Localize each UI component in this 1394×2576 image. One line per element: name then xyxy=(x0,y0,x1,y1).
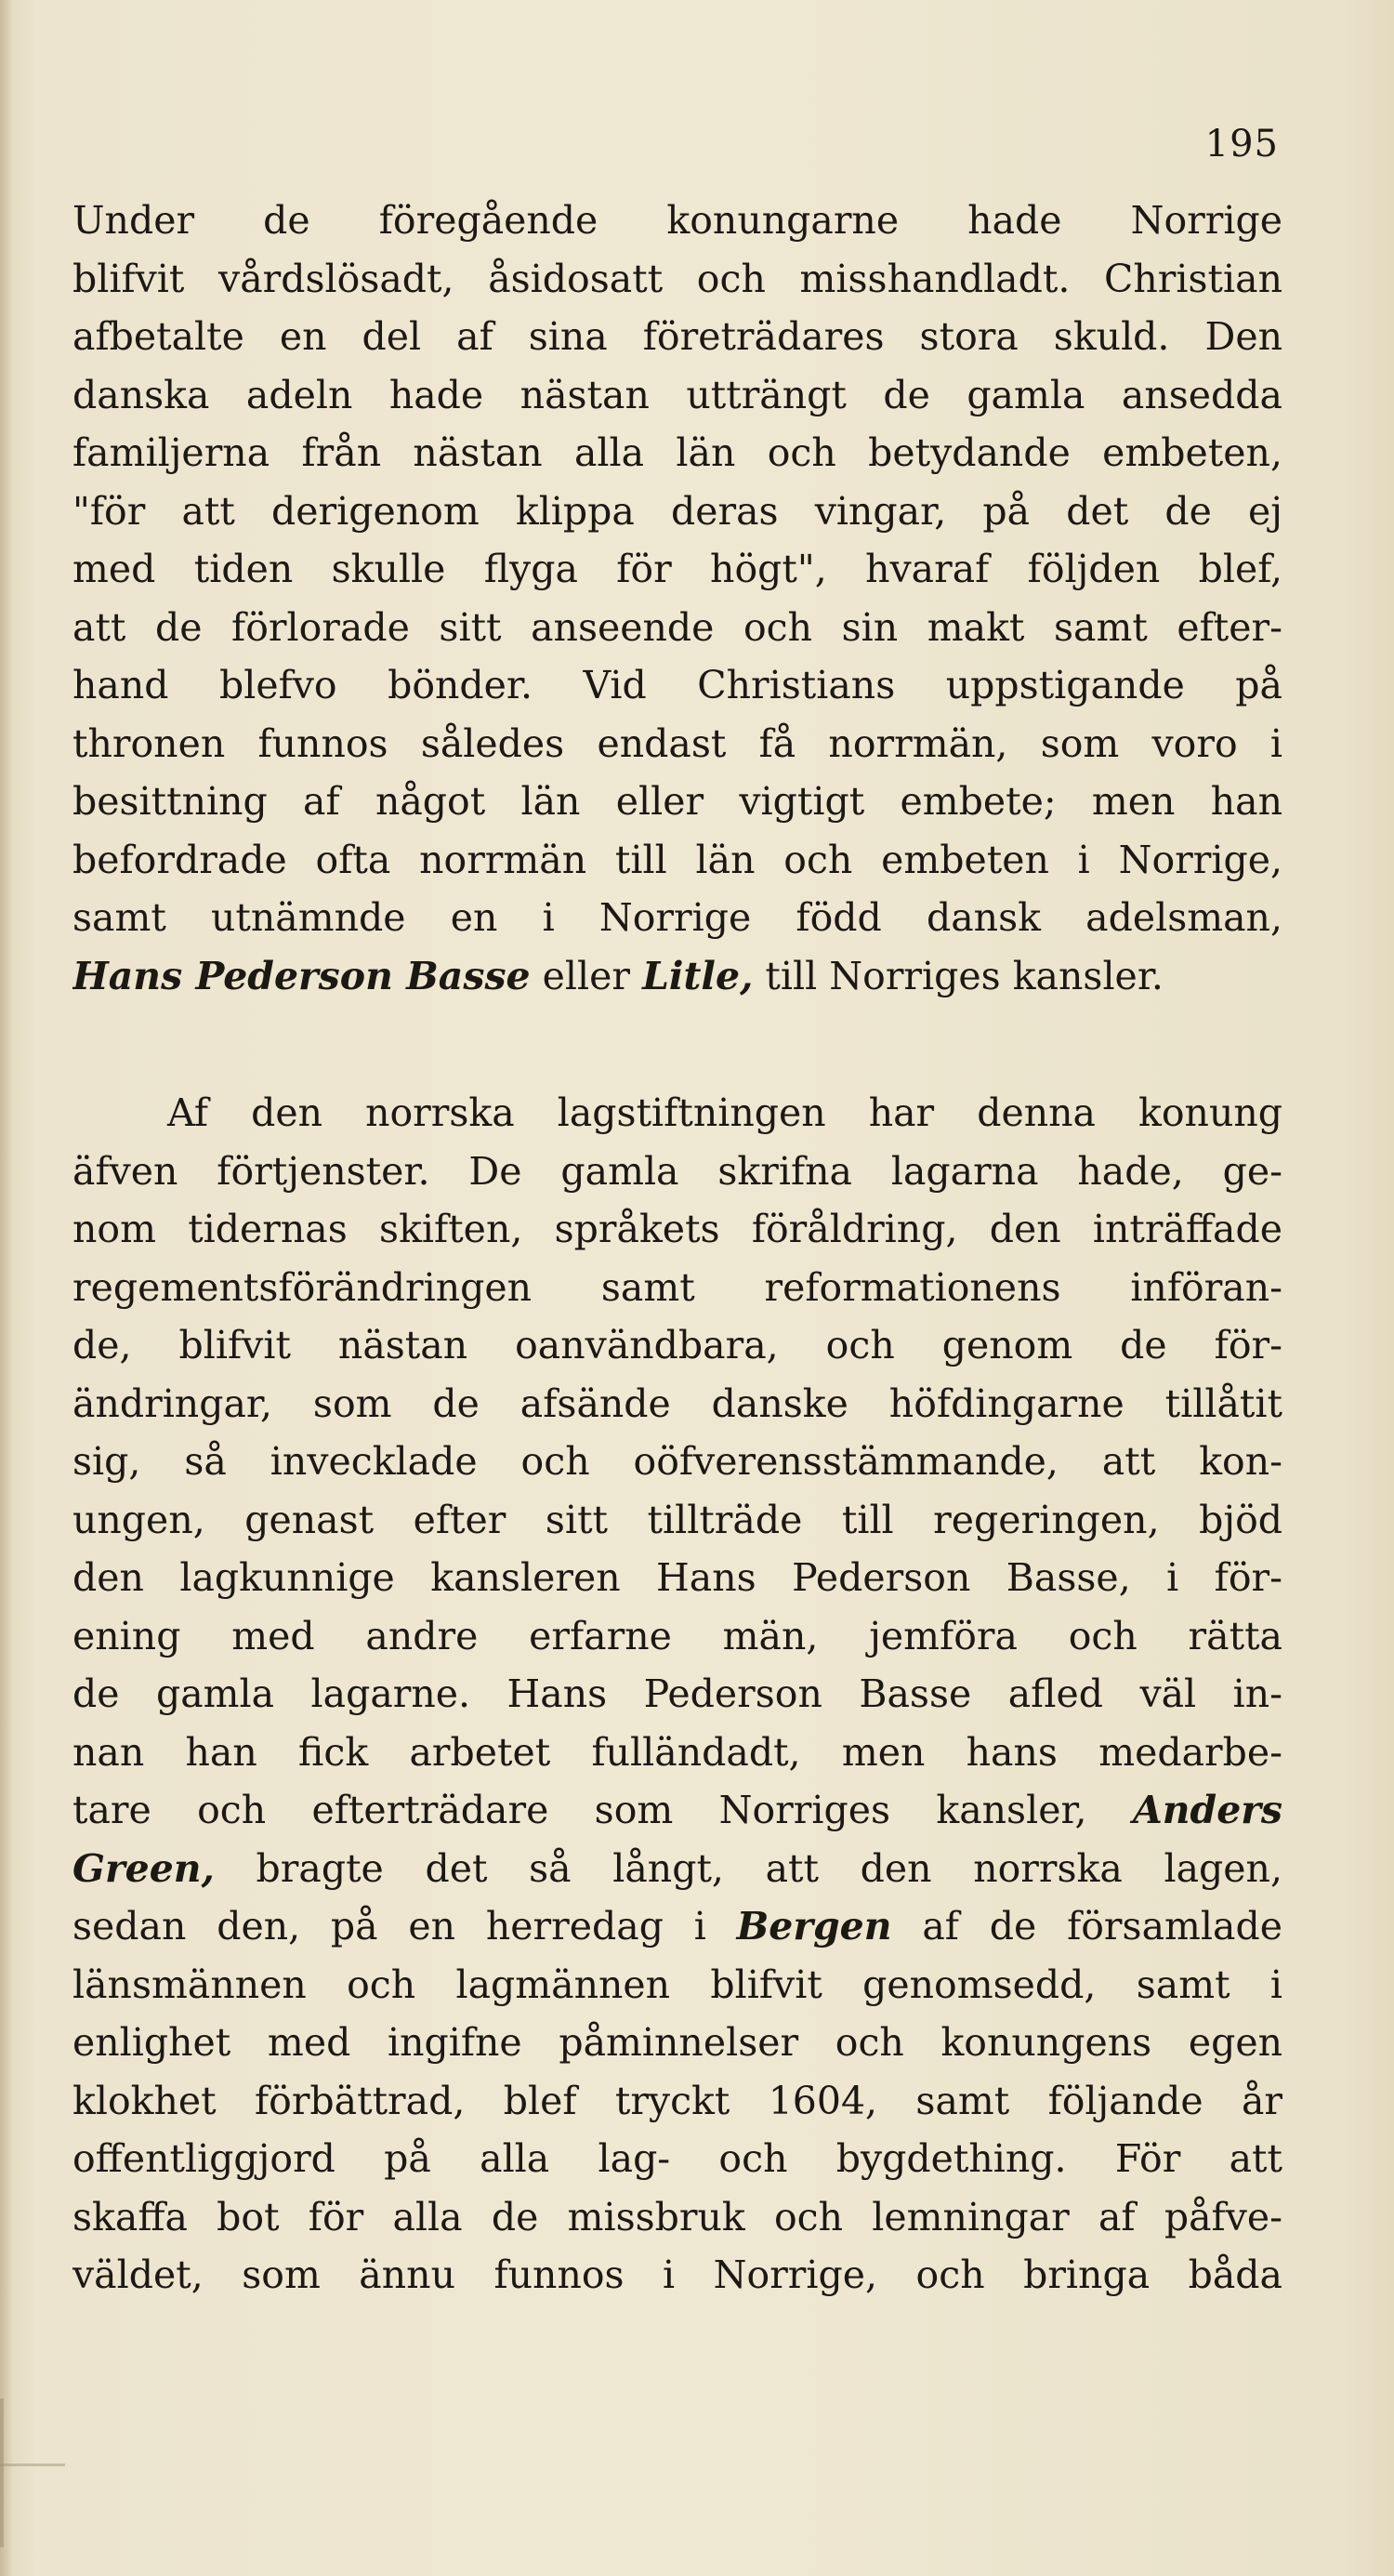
text-line: att de förlorade sitt anseende och sin makt samt efter- xyxy=(72,604,1282,650)
text-line: blifvit vårdslösadt, åsidosatt och misshandladt. Christian xyxy=(72,256,1282,301)
text-line: nan han fick arbetet fulländadt, men hans medarbe- xyxy=(72,1729,1282,1775)
text-line: ungen, genast efter sitt tillträde till regeringen, bjöd xyxy=(72,1497,1282,1542)
text-line: ening med andre erfarne män, jemföra och rätta xyxy=(72,1613,1282,1658)
text-line: enlighet med ingifne påminnelser och konungens egen xyxy=(72,2020,1282,2065)
text-fragment: tare och efterträdare som Norriges kansler, xyxy=(72,1788,1087,1832)
text-line: "för att derigenom klippa deras vingar, på det de ej xyxy=(72,488,1282,534)
text-line: de gamla lagarne. Hans Pederson Basse afled väl in- xyxy=(72,1671,1282,1716)
text-line xyxy=(72,947,1282,1006)
text-line: väldet, som ännu funnos i Norrige, och bringa båda xyxy=(72,2252,1282,2297)
text-line: äfven förtjenster. De gamla skrifna lagarna hade, ge- xyxy=(72,1148,1282,1194)
text-line: offentliggjord på alla lag- och bygdething. För att xyxy=(72,2136,1282,2181)
text-fragment: eller xyxy=(542,953,631,998)
text-line xyxy=(72,1840,1282,1898)
text-fragment: sedan den, på en herredag i xyxy=(72,1904,706,1949)
text-line xyxy=(72,1781,1282,1840)
text-line: hand blefvo bönder. Vid Christians uppstigande på xyxy=(72,663,1282,707)
text-line: samt utnämnde en i Norrige född dansk adelsman, xyxy=(72,895,1282,940)
text-line: afbetalte en del af sina företrädares stora skuld. Den xyxy=(72,314,1282,359)
page-gutter-shadow xyxy=(0,0,13,2576)
text-line: länsmännen och lagmännen blifvit genomsedd, samt i xyxy=(72,1962,1282,2007)
text-line: befordrade ofta norrmän till län och embeten i Norrige, xyxy=(72,837,1282,882)
paragraph-2 xyxy=(72,1084,1282,2305)
paragraph-1 xyxy=(72,192,1282,1005)
text-line: de, blifvit nästan oanvändbara, och genom de för- xyxy=(72,1323,1282,1367)
place-name-bergen: Bergen xyxy=(736,1904,892,1949)
text-line: sig, så invecklade och oöfverensstämmande, att kon- xyxy=(72,1439,1282,1484)
text-line: regementsförändringen samt reformationens införan- xyxy=(72,1264,1282,1310)
text-fragment: af de församlade xyxy=(922,1904,1282,1949)
binding-mark-horizontal xyxy=(0,2464,65,2466)
text-line: besittning af något län eller vigtigt embete; men han xyxy=(72,779,1282,824)
person-name-green: Green, xyxy=(72,1845,215,1891)
text-line: familjerna från nästan alla län och betydande embeten, xyxy=(72,430,1282,475)
text-line: klokhet förbättrad, blef tryckt 1604, samt följande år xyxy=(72,2078,1282,2123)
text-fragment: bragte det så långt, att den norrska lagen, xyxy=(256,1845,1282,1891)
person-name-anders: Anders xyxy=(1132,1788,1282,1832)
text-line: den lagkunnige kansleren Hans Pederson Basse, i för- xyxy=(72,1555,1282,1600)
text-line: thronen funnos således endast få norrmän, som voro i xyxy=(72,720,1282,766)
text-line xyxy=(72,1897,1282,1956)
text-fragment: till Norriges kansler. xyxy=(765,953,1164,998)
text-line: Af den norrska lagstiftningen har denna konung xyxy=(167,1090,1282,1135)
text-line: Under de föregående konungarne hade Norrige xyxy=(72,198,1282,243)
text-line: skaffa bot för alla de missbruk och lemningar af påfve- xyxy=(72,2194,1282,2239)
person-name-litle: Litle, xyxy=(642,953,754,998)
text-line: ändringar, som de afsände danske höfdingarne tillåtit xyxy=(72,1380,1282,1426)
text-line: nom tidernas skiften, språkets föråldring, den inträffade xyxy=(72,1207,1282,1251)
person-name-hans-pederson-basse: Hans Pederson Basse xyxy=(72,953,531,998)
page-number: 195 xyxy=(1204,123,1279,165)
binding-mark xyxy=(0,2398,4,2547)
text-line: danska adeln hade nästan utträngt de gamla ansedda xyxy=(72,372,1282,417)
text-line: med tiden skulle flyga för högt", hvaraf följden blef, xyxy=(72,547,1282,591)
